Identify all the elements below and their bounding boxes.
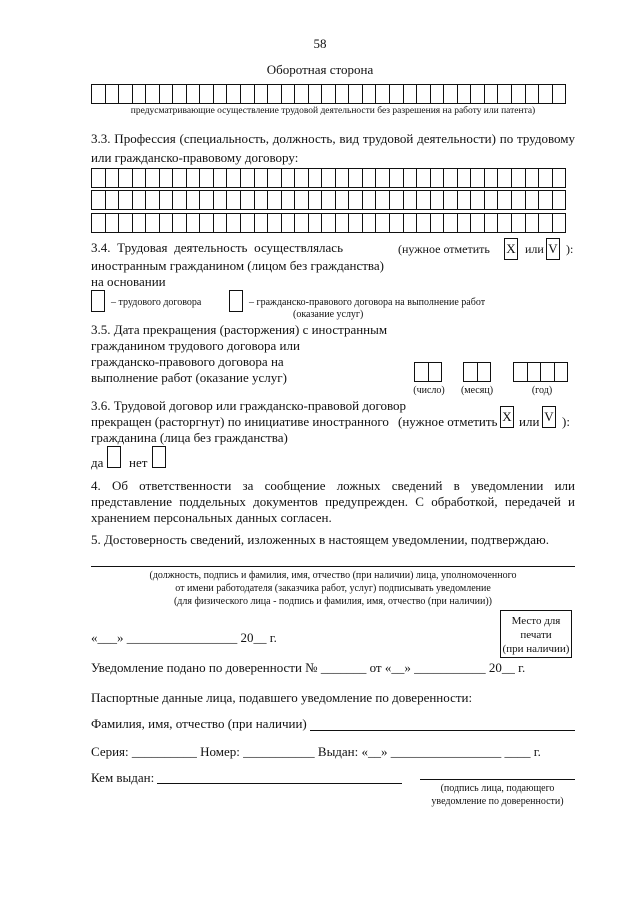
date-day-caption: (число) bbox=[413, 385, 445, 396]
grid-cell[interactable] bbox=[146, 168, 160, 188]
grid-cell[interactable] bbox=[471, 213, 485, 233]
stamp-line-1: Место для bbox=[511, 615, 561, 627]
section-3-5-line3: гражданско-правового договора на bbox=[91, 354, 284, 369]
grid-cell[interactable] bbox=[255, 190, 269, 210]
grid-cell[interactable] bbox=[160, 168, 174, 188]
grid-cell[interactable] bbox=[526, 190, 540, 210]
grid-cell[interactable] bbox=[539, 213, 553, 233]
grid-cell[interactable] bbox=[241, 168, 255, 188]
grid-cell[interactable] bbox=[376, 213, 390, 233]
grid-cell[interactable] bbox=[119, 168, 133, 188]
side-title: Оборотная сторона bbox=[266, 62, 374, 77]
grid-cell[interactable] bbox=[200, 213, 214, 233]
stamp-line-2: печати bbox=[520, 629, 552, 641]
signature-caption-3: (для физического лица - подпись и фамилия, имя, отчество (при наличии)) bbox=[173, 596, 493, 607]
grid-cell[interactable] bbox=[160, 213, 174, 233]
grid-cell[interactable] bbox=[322, 84, 336, 104]
no-label: нет bbox=[129, 455, 148, 470]
grid-cell[interactable] bbox=[133, 190, 147, 210]
passport-series-line[interactable]: Серия: __________ Номер: ___________ Выдан: «__» _________________ ____ г. bbox=[91, 744, 541, 759]
grid-cell[interactable] bbox=[173, 213, 187, 233]
grid-cell[interactable] bbox=[498, 213, 512, 233]
grid-cell[interactable] bbox=[255, 213, 269, 233]
mark-x-example-2: X bbox=[500, 406, 514, 428]
grid-cell[interactable] bbox=[309, 84, 323, 104]
grid-cell[interactable] bbox=[268, 190, 282, 210]
grid-cell[interactable] bbox=[214, 168, 228, 188]
section-3-3-line1: 3.3. Профессия (специальность, должность, вид трудовой деятельности) по трудовому bbox=[91, 131, 575, 146]
grid-cell[interactable] bbox=[200, 190, 214, 210]
grid-cell[interactable] bbox=[417, 190, 431, 210]
grid-cell[interactable] bbox=[241, 213, 255, 233]
grid-cell[interactable] bbox=[268, 168, 282, 188]
grid-cell[interactable] bbox=[498, 190, 512, 210]
grid-cell[interactable] bbox=[458, 84, 472, 104]
fio-label: Фамилия, имя, отчество (при наличии) bbox=[91, 716, 307, 731]
grid-cell[interactable] bbox=[404, 190, 418, 210]
or-word-2: или bbox=[519, 414, 540, 429]
grid-cell[interactable] bbox=[415, 362, 429, 382]
grid-cell[interactable] bbox=[322, 190, 336, 210]
proxy-signature-caption-1: (подпись лица, подающего bbox=[440, 783, 555, 794]
grid-cell[interactable] bbox=[227, 190, 241, 210]
section-3-6-hint: (нужное отметить bbox=[398, 414, 498, 429]
grid-cell[interactable] bbox=[119, 84, 133, 104]
grid-cell[interactable] bbox=[349, 190, 363, 210]
signature-date[interactable]: «___» _________________ 20__ г. bbox=[91, 630, 277, 645]
grid-cell[interactable] bbox=[553, 168, 567, 188]
grid-cell[interactable] bbox=[404, 84, 418, 104]
grid-cell[interactable] bbox=[214, 84, 228, 104]
grid-cell[interactable] bbox=[282, 190, 296, 210]
grid-cell[interactable] bbox=[363, 168, 377, 188]
grid-cell[interactable] bbox=[227, 84, 241, 104]
grid-cell[interactable] bbox=[512, 213, 526, 233]
grid-cell[interactable] bbox=[444, 168, 458, 188]
grid-cell[interactable] bbox=[309, 213, 323, 233]
grid-cell[interactable] bbox=[255, 168, 269, 188]
grid-cell[interactable] bbox=[458, 190, 472, 210]
grid-cell[interactable] bbox=[429, 362, 443, 382]
grid-cell[interactable] bbox=[227, 213, 241, 233]
grid-cell[interactable] bbox=[478, 362, 492, 382]
grid-cell[interactable] bbox=[200, 168, 214, 188]
grid-cell[interactable] bbox=[349, 84, 363, 104]
profession-grid-row-1[interactable] bbox=[91, 168, 566, 188]
labor-contract-label: – трудового договора bbox=[111, 297, 202, 308]
grid-cell[interactable] bbox=[526, 168, 540, 188]
signature-caption-2: от имени работодателя (заказчика работ, услуг) подписывать уведомление bbox=[175, 583, 491, 594]
section-3-5-line2: гражданином трудового договора или bbox=[91, 338, 300, 353]
grid-cell[interactable] bbox=[417, 213, 431, 233]
grid-cell[interactable] bbox=[444, 84, 458, 104]
page-number: 58 bbox=[313, 36, 327, 51]
grid-cell[interactable] bbox=[555, 362, 569, 382]
mark-v-example: V bbox=[546, 238, 560, 260]
grid-cell[interactable] bbox=[390, 84, 404, 104]
grid-cell[interactable] bbox=[553, 190, 567, 210]
grid-cell[interactable] bbox=[498, 168, 512, 188]
grid-cell[interactable] bbox=[227, 168, 241, 188]
grid-cell[interactable] bbox=[539, 84, 553, 104]
proxy-line[interactable]: Уведомление подано по доверенности № _______ от «__» ___________ 20__ г. bbox=[91, 660, 526, 675]
section-3-6-line1: 3.6. Трудовой договор или гражданско-правовой договор bbox=[91, 398, 407, 413]
grid-cell[interactable] bbox=[363, 213, 377, 233]
grid-cell[interactable] bbox=[187, 190, 201, 210]
passport-heading: Паспортные данные лица, подавшего уведомление по доверенности: bbox=[91, 690, 473, 705]
grid-cell[interactable] bbox=[336, 213, 350, 233]
grid-cell[interactable] bbox=[295, 168, 309, 188]
grid-cell[interactable] bbox=[146, 213, 160, 233]
grid-cell[interactable] bbox=[160, 84, 174, 104]
section-3-4-line1: 3.4. Трудовая деятельность осуществлялась bbox=[91, 240, 343, 255]
grid-cell[interactable] bbox=[553, 84, 567, 104]
section-3-5-line4: выполнение работ (оказание услуг) bbox=[91, 370, 287, 385]
grid-cell[interactable] bbox=[512, 84, 526, 104]
permit-caption: предусматривающие осуществление трудовой деятельности без разрешения на работу или патента) bbox=[130, 106, 536, 116]
end-date-day[interactable] bbox=[414, 362, 442, 382]
proxy-signature-line[interactable] bbox=[420, 779, 575, 780]
grid-cell[interactable] bbox=[282, 168, 296, 188]
stamp-place bbox=[500, 610, 572, 658]
date-month-caption: (месяц) bbox=[460, 385, 494, 396]
grid-cell[interactable] bbox=[390, 190, 404, 210]
civil-contract-label-1: – гражданско-правового договора на выполнение работ bbox=[249, 297, 486, 308]
grid-cell[interactable] bbox=[464, 362, 478, 382]
grid-cell[interactable] bbox=[485, 213, 499, 233]
grid-cell[interactable] bbox=[526, 84, 540, 104]
signature-line[interactable] bbox=[91, 566, 575, 567]
grid-cell[interactable] bbox=[322, 168, 336, 188]
proxy-signature-caption-2: уведомление по доверенности) bbox=[431, 796, 564, 807]
section-4-line3: хранением персональных данных согласен. bbox=[91, 510, 332, 525]
grid-cell[interactable] bbox=[512, 168, 526, 188]
grid-cell[interactable] bbox=[322, 213, 336, 233]
grid-cell[interactable] bbox=[173, 84, 187, 104]
section-4-line1: 4. Об ответственности за сообщение ложных сведений в уведомлении или bbox=[91, 478, 575, 493]
grid-cell[interactable] bbox=[309, 168, 323, 188]
end-date-month[interactable] bbox=[463, 362, 491, 382]
grid-cell[interactable] bbox=[376, 168, 390, 188]
stamp-line-3: (при наличии) bbox=[502, 643, 570, 655]
grid-cell[interactable] bbox=[106, 168, 120, 188]
grid-cell[interactable] bbox=[431, 168, 445, 188]
grid-cell[interactable] bbox=[539, 168, 553, 188]
grid-cell[interactable] bbox=[458, 213, 472, 233]
grid-cell[interactable] bbox=[92, 168, 106, 188]
grid-cell[interactable] bbox=[431, 213, 445, 233]
grid-cell[interactable] bbox=[444, 213, 458, 233]
grid-cell[interactable] bbox=[146, 190, 160, 210]
grid-cell[interactable] bbox=[376, 84, 390, 104]
grid-cell[interactable] bbox=[485, 84, 499, 104]
grid-cell[interactable] bbox=[92, 213, 106, 233]
date-year-caption: (год) bbox=[531, 385, 553, 396]
grid-cell[interactable] bbox=[431, 84, 445, 104]
yes-checkbox[interactable] bbox=[107, 446, 121, 468]
grid-cell[interactable] bbox=[376, 190, 390, 210]
section-3-4-line3: на основании bbox=[91, 274, 166, 289]
signature-caption-1: (должность, подпись и фамилия, имя, отчество (при наличии) лица, уполномоченного bbox=[149, 570, 517, 581]
grid-cell[interactable] bbox=[241, 190, 255, 210]
grid-cell[interactable] bbox=[417, 84, 431, 104]
section-3-6-line3: гражданина (лица без гражданства) bbox=[91, 430, 288, 445]
grid-cell[interactable] bbox=[471, 168, 485, 188]
grid-cell[interactable] bbox=[187, 168, 201, 188]
grid-cell[interactable] bbox=[309, 190, 323, 210]
yes-label: да bbox=[91, 455, 104, 470]
or-word: или bbox=[525, 242, 544, 256]
grid-cell[interactable] bbox=[336, 168, 350, 188]
grid-cell[interactable] bbox=[268, 213, 282, 233]
grid-cell[interactable] bbox=[553, 213, 567, 233]
grid-cell[interactable] bbox=[498, 84, 512, 104]
grid-cell[interactable] bbox=[268, 84, 282, 104]
close-paren: ): bbox=[566, 242, 574, 256]
section-3-4-line2: иностранным гражданином (лицом без гражданства) bbox=[91, 258, 384, 273]
grid-cell[interactable] bbox=[92, 84, 106, 104]
grid-cell[interactable] bbox=[539, 190, 553, 210]
profession-grid-row-3[interactable] bbox=[91, 213, 566, 233]
grid-cell[interactable] bbox=[417, 168, 431, 188]
mark-v-example-2: V bbox=[542, 406, 556, 428]
grid-cell[interactable] bbox=[119, 190, 133, 210]
grid-cell[interactable] bbox=[390, 168, 404, 188]
grid-cell[interactable] bbox=[200, 84, 214, 104]
grid-cell[interactable] bbox=[146, 84, 160, 104]
grid-cell[interactable] bbox=[282, 213, 296, 233]
grid-cell[interactable] bbox=[282, 84, 296, 104]
grid-cell[interactable] bbox=[336, 84, 350, 104]
grid-cell[interactable] bbox=[471, 190, 485, 210]
grid-cell[interactable] bbox=[349, 168, 363, 188]
grid-cell[interactable] bbox=[336, 190, 350, 210]
fio-input-line[interactable] bbox=[310, 730, 575, 731]
grid-cell[interactable] bbox=[187, 213, 201, 233]
grid-cell[interactable] bbox=[173, 168, 187, 188]
end-date-year[interactable] bbox=[513, 362, 568, 382]
grid-cell[interactable] bbox=[133, 213, 147, 233]
grid-cell[interactable] bbox=[106, 190, 120, 210]
grid-cell[interactable] bbox=[214, 213, 228, 233]
grid-cell[interactable] bbox=[255, 84, 269, 104]
grid-cell[interactable] bbox=[528, 362, 542, 382]
grid-cell[interactable] bbox=[431, 190, 445, 210]
grid-cell[interactable] bbox=[526, 213, 540, 233]
grid-cell[interactable] bbox=[92, 190, 106, 210]
mark-x-example: X bbox=[504, 238, 518, 260]
grid-cell[interactable] bbox=[363, 84, 377, 104]
labor-contract-checkbox[interactable] bbox=[91, 290, 105, 312]
grid-cell[interactable] bbox=[241, 84, 255, 104]
grid-cell[interactable] bbox=[541, 362, 555, 382]
grid-cell[interactable] bbox=[512, 190, 526, 210]
no-checkbox[interactable] bbox=[152, 446, 166, 468]
section-3-6-line2: прекращен (расторгнут) по инициативе иностранного bbox=[91, 414, 389, 429]
section-3-4-hint: (нужное отметить bbox=[398, 242, 490, 256]
grid-cell[interactable] bbox=[295, 84, 309, 104]
section-4-line2: представление поддельных документов предупрежден. С обработкой, передачей и bbox=[91, 494, 575, 509]
grid-cell[interactable] bbox=[173, 190, 187, 210]
grid-cell[interactable] bbox=[295, 190, 309, 210]
profession-grid-row-2[interactable] bbox=[91, 190, 566, 210]
grid-cell[interactable] bbox=[404, 168, 418, 188]
grid-cell[interactable] bbox=[133, 168, 147, 188]
section-3-3-line2: или гражданско-правовому договору: bbox=[91, 150, 299, 165]
grid-cell[interactable] bbox=[214, 190, 228, 210]
issued-by-input-line[interactable] bbox=[157, 783, 402, 784]
grid-cell[interactable] bbox=[133, 84, 147, 104]
grid-cell[interactable] bbox=[485, 168, 499, 188]
grid-cell[interactable] bbox=[514, 362, 528, 382]
grid-cell[interactable] bbox=[485, 190, 499, 210]
section-5-line: 5. Достоверность сведений, изложенных в настоящем уведомлении, подтверждаю. bbox=[91, 532, 549, 547]
grid-cell[interactable] bbox=[106, 213, 120, 233]
issued-by-label: Кем выдан: bbox=[91, 770, 155, 785]
grid-cell[interactable] bbox=[471, 84, 485, 104]
grid-cell[interactable] bbox=[404, 213, 418, 233]
grid-cell[interactable] bbox=[160, 190, 174, 210]
grid-cell[interactable] bbox=[390, 213, 404, 233]
grid-cell[interactable] bbox=[187, 84, 201, 104]
grid-cell[interactable] bbox=[349, 213, 363, 233]
civil-contract-checkbox[interactable] bbox=[229, 290, 243, 312]
close-paren-2: ): bbox=[562, 414, 570, 429]
grid-cell[interactable] bbox=[106, 84, 120, 104]
civil-contract-label-2: (оказание услуг) bbox=[293, 309, 364, 320]
section-3-5-line1: 3.5. Дата прекращения (расторжения) с иностранным bbox=[91, 322, 388, 337]
grid-cell[interactable] bbox=[444, 190, 458, 210]
grid-cell[interactable] bbox=[295, 213, 309, 233]
grid-cell[interactable] bbox=[119, 213, 133, 233]
grid-cell[interactable] bbox=[363, 190, 377, 210]
permit-code-grid[interactable] bbox=[91, 84, 566, 104]
grid-cell[interactable] bbox=[458, 168, 472, 188]
